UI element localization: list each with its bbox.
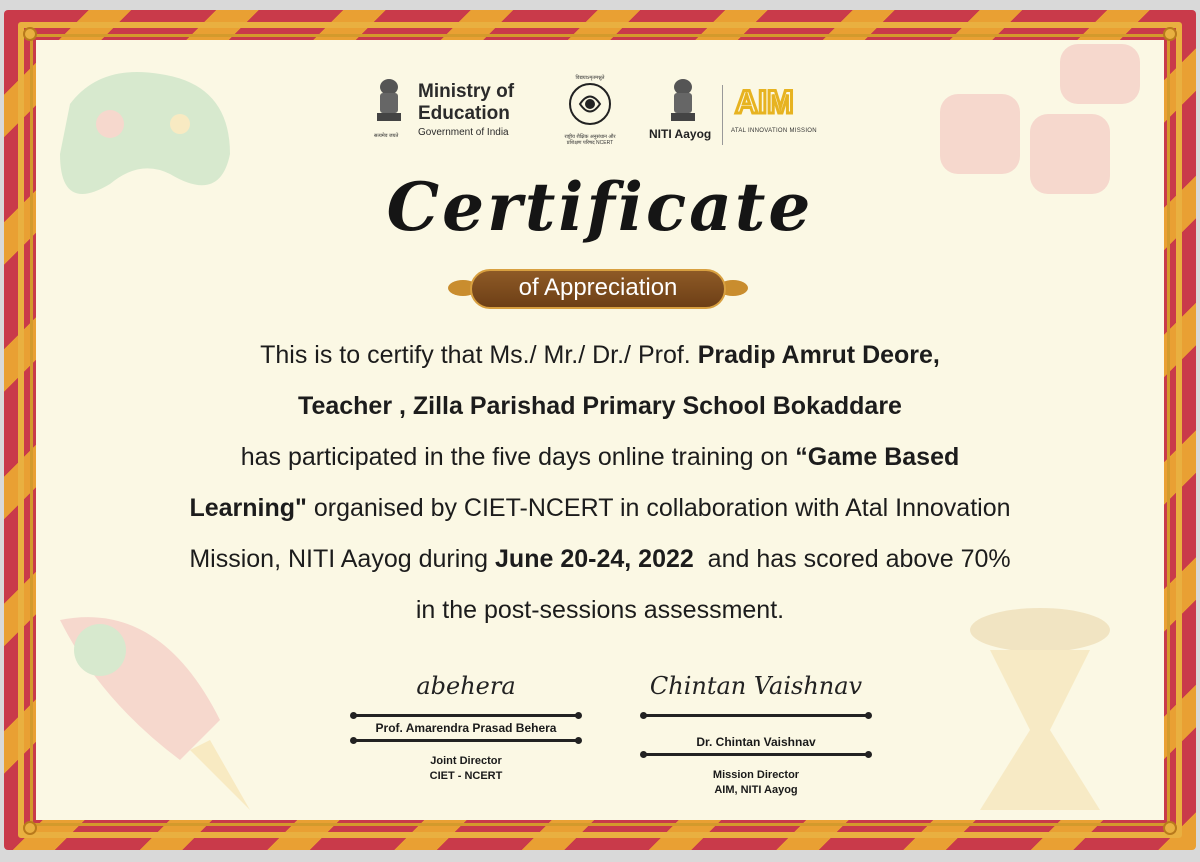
signatory-title: Mission Director: [712, 769, 800, 781]
score-text: and has scored above 70%: [693, 545, 1011, 573]
recipient-designation: Teacher , Zilla Parishad Primary School Bokaddare: [298, 392, 902, 420]
body-line-1: [70, 330, 1130, 381]
national-emblem-icon: [374, 77, 404, 129]
signatory-name: Prof. Amarendra Prasad Behera: [375, 721, 557, 735]
body-line-5: [70, 534, 1130, 585]
corner-ornament: [23, 821, 37, 835]
subtitle-ribbon: [448, 266, 748, 312]
training-prefix: has participated in the five days online training on: [240, 443, 796, 471]
aim-logo-text: AIM: [735, 85, 794, 117]
aim-logo-mark: [731, 85, 831, 117]
training-dates: June 20-24, 2022: [495, 545, 694, 573]
certificate-subtitle: of Appreciation: [518, 274, 678, 301]
moe-line3: Government of India: [418, 127, 509, 138]
mission-text: Mission, NITI Aayog during: [189, 545, 496, 573]
certificate-body: [70, 330, 1130, 636]
ministry-of-education-logo: [370, 75, 530, 145]
corner-ornament: [1163, 821, 1177, 835]
name-underline: [644, 753, 868, 756]
niti-aayog-logo: [649, 75, 715, 147]
moe-line1: Ministry of: [418, 81, 515, 102]
moe-motto: सत्यमेव जयते: [374, 133, 399, 139]
ncert-name: राष्ट्रीय शैक्षिक अनुसंधान और प्रशिक्षण परिषद NCERT: [564, 134, 616, 146]
body-line-6: [70, 585, 1130, 636]
course-name-part2: Learning": [189, 494, 307, 522]
signature-line: [644, 714, 868, 717]
signatory-name: Dr. Chintan Vaishnav: [696, 735, 816, 749]
national-emblem-icon: [665, 77, 701, 127]
aim-logo: [722, 85, 841, 145]
signature-image: abehera: [416, 672, 516, 700]
certify-prefix: This is to certify that Ms./ Mr./ Dr./ Prof.: [260, 341, 698, 369]
body-line-2: [70, 381, 1130, 432]
moe-line2: Education: [418, 103, 510, 124]
assessment-text: in the post-sessions assessment.: [415, 596, 785, 624]
signatory-org: AIM, NITI Aayog: [714, 784, 798, 796]
name-underline: [354, 739, 578, 742]
certificate-title: Certificate: [386, 168, 814, 246]
recipient-name: Pradip Amrut Deore,: [697, 341, 940, 369]
corner-ornament: [23, 27, 37, 41]
signature-line: [354, 714, 578, 717]
ncert-logo: [560, 75, 620, 147]
aim-full-name: ATAL INNOVATION MISSION: [731, 128, 817, 134]
ncert-emblem-icon: [567, 81, 613, 127]
course-name-part1: “Game Based: [795, 443, 960, 471]
signature-image: Chintan Vaishnav: [649, 672, 863, 700]
body-line-3: [70, 432, 1130, 483]
signatory-right: [636, 672, 876, 798]
ncert-motto: विद्ययाऽमृतमश्नुते: [575, 75, 605, 81]
signatory-org: CIET - NCERT: [429, 770, 503, 782]
body-line-4: [70, 483, 1130, 534]
organiser-text: organised by CIET-NCERT in collaboration with Atal Innovation: [306, 494, 1011, 522]
header-logos: [370, 75, 830, 147]
signatory-role: [636, 768, 876, 798]
corner-ornament: [1163, 27, 1177, 41]
signatory-left: [346, 672, 586, 784]
signatory-title: Joint Director: [430, 755, 502, 767]
niti-aayog-label: NITI Aayog: [649, 127, 712, 141]
signatory-role: [346, 754, 586, 784]
